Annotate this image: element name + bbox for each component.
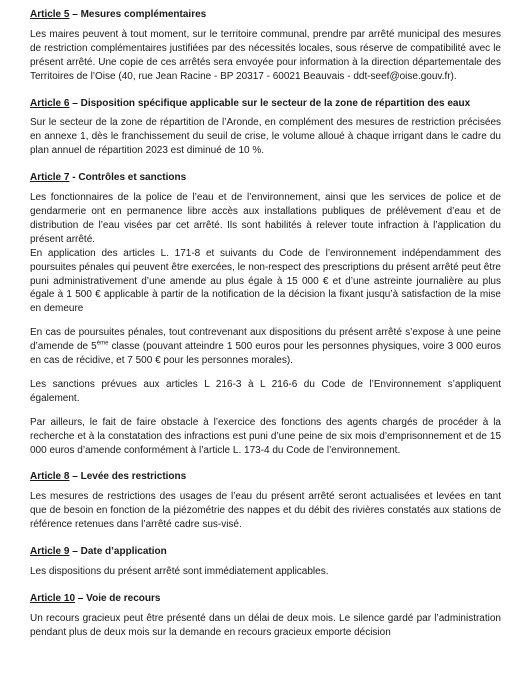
- article-7-paragraph-4: Les sanctions prévues aux articles L 216-3 à L 216-6 du Code de l’Environnement s’appliquent également.: [30, 378, 501, 404]
- article-9-paragraph: Les dispositions du présent arrêté sont immédiatement applicables.: [30, 566, 329, 577]
- article-7-sep: -: [69, 172, 79, 184]
- article-6: [30, 97, 501, 159]
- article-7: [30, 171, 501, 457]
- article-8-number: Article 8: [30, 471, 70, 483]
- article-5-heading: [30, 8, 501, 22]
- article-5-sep: –: [69, 9, 81, 20]
- article-10: [30, 592, 501, 640]
- article-9-sep: –: [69, 546, 81, 558]
- fine-class-superscript: ème: [96, 340, 109, 347]
- article-7-title: Contrôles et sanctions: [78, 172, 187, 184]
- article-10-heading: [30, 592, 501, 606]
- article-10-sep: –: [75, 592, 87, 604]
- article-7-paragraph-2: En application des articles L. 171-8 et suivants du Code de l’environnement indépendamment des poursuites pénales qui peuvent être exercées, le non-respect des prescriptions du présent arrêté peut être puni administrativement d’une amende au plus égale à 15 000 € et d’une astreinte journalière au plus égale à 1 500 € applicable à partir de la notification de la décision la fixant jusqu’à satisfaction de la mise en demeure: [30, 247, 501, 315]
- article-9-title: Date d’application: [80, 546, 167, 558]
- article-5-title: Mesures complémentaires: [80, 9, 207, 20]
- article-6-sep: –: [69, 97, 81, 109]
- article-7-paragraph-1: Les fonctionnaires de la police de l’eau et de l’environnement, ainsi que les services de police et de gendarmerie ont en permanence libre accès aux installations publiques de prélèvement d’eau et de distribution de l’eau visées par cet arrêté. Ils sont habilités à relever toute infraction à l’application du présent arrêté.: [30, 192, 501, 245]
- article-8-paragraph: Les mesures de restrictions des usages de l’eau du présent arrêté seront actualisées et levées en tant que de besoin en fonction de la piézométrie des nappes et du débit des rivières constatés aux stations de référence retenues dans l’arrêté cadre sus-visé.: [30, 491, 501, 531]
- article-7-paragraph-3: [30, 326, 501, 368]
- article-7-heading: [30, 171, 501, 185]
- article-10-number: Article 10: [30, 592, 76, 604]
- article-5: [30, 8, 501, 84]
- article-6-paragraph: Sur le secteur de la zone de répartition de l’Aronde, en complément des mesures de restriction précisées en annexe 1, dès le franchissement du seuil de crise, le volume alloué à chaque irrigant dans le cadre du plan annuel de répartition 2023 est diminué de 10 %.: [30, 117, 501, 157]
- article-10-title: Voie de recours: [86, 592, 161, 604]
- article-7-paragraph-5: Par ailleurs, le fait de faire obstacle à l’exercice des fonctions des agents chargés de procéder à la recherche et à la constatation des infractions est puni d’une peine de six mois d’emprisonnement et de 15 000 euros d’amende conformément à l’article L. 173-4 du Code de l’environnement.: [30, 416, 501, 456]
- article-9-number: Article 9: [30, 546, 70, 558]
- article-5-paragraph: Les maires peuvent à tout moment, sur le territoire communal, prendre par arrêté municipal des mesures de restriction complémentaires justifiées par des nécessités locales, sous réserve de compatibilité avec le présent arrêté. Une copie de ces arrêtés sera envoyée pour information à la direction départementale des Territoires de l’Oise (40, rue Jean Racine - BP 20317 - 60021 Beauvais - ddt-seef@oise.gouv.fr).: [30, 28, 501, 82]
- article-9-heading: [30, 545, 501, 559]
- fine-text-start: En cas de poursuites pénales, tout contrevenant aux dispositions du présent arrêté s’expose à une peine d’amende de 5: [30, 327, 501, 353]
- article-6-title: Disposition spécifique applicable sur le secteur de la zone de répartition des eaux: [80, 97, 471, 109]
- article-8: [30, 470, 501, 532]
- article-9: [30, 545, 501, 579]
- article-5-number: Article 5: [30, 9, 70, 20]
- article-8-sep: –: [69, 471, 81, 483]
- article-10-paragraph: Un recours gracieux peut être présenté dans un délai de deux mois. Le silence gardé par l’administration pendant plus de deux mois sur la demande en recours gracieux emporte décision: [30, 612, 501, 638]
- article-8-title: Levée des restrictions: [80, 471, 187, 483]
- fine-text-end: classe (pouvant atteindre 1 500 euros pour les personnes physiques, voire 3 000 euros en cas de récidive, et 7 500 € pour les personnes morales).: [30, 341, 501, 367]
- article-6-heading: [30, 97, 501, 111]
- article-8-heading: [30, 470, 501, 484]
- article-6-number: Article 6: [30, 97, 70, 109]
- article-7-number: Article 7: [30, 172, 70, 184]
